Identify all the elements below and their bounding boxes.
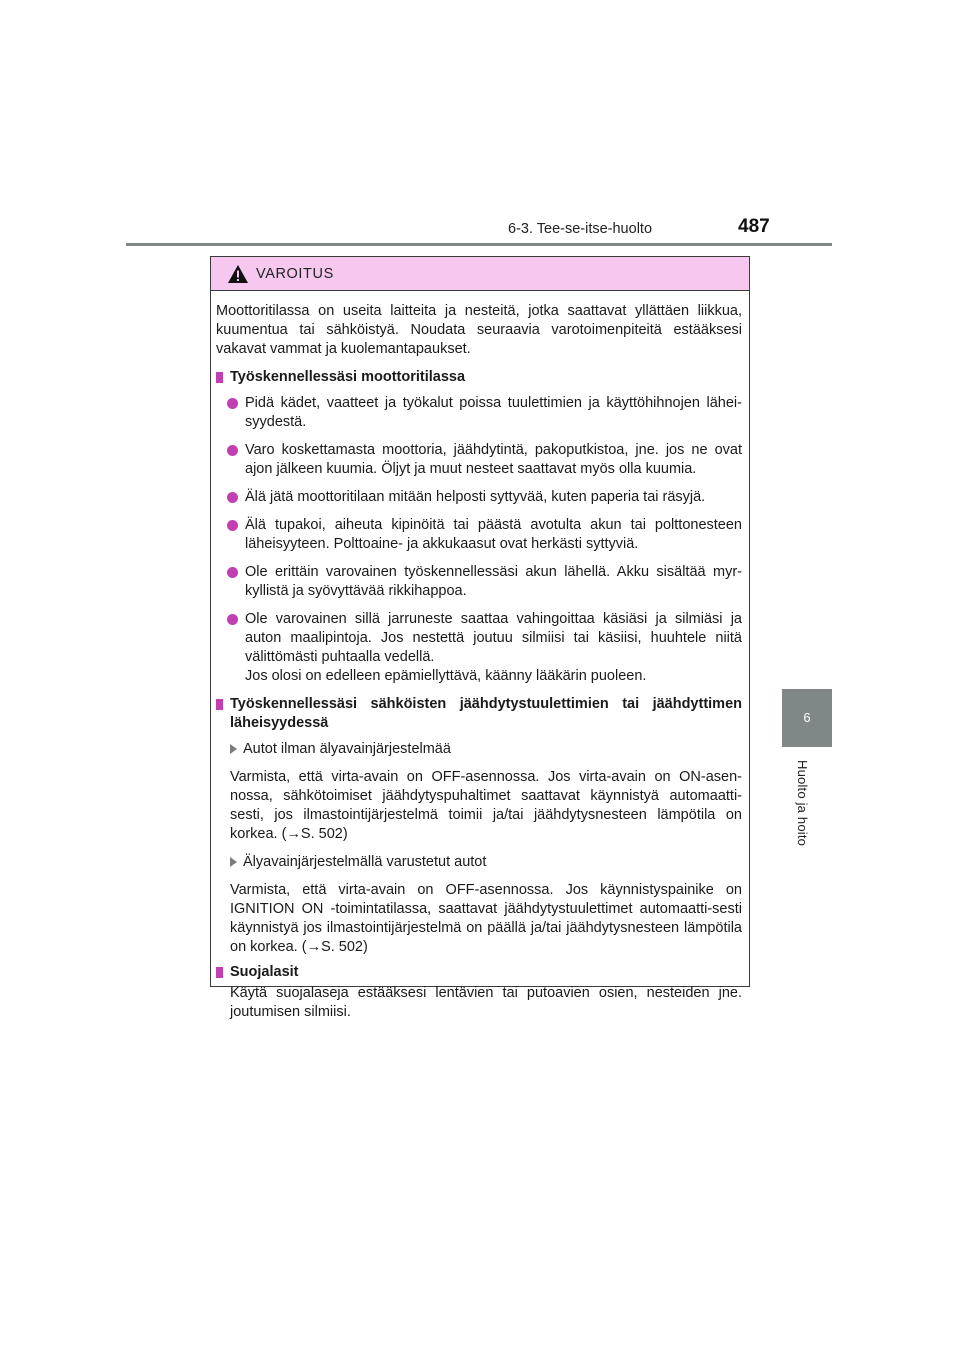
header-rule bbox=[126, 243, 832, 246]
bullet-item bbox=[216, 610, 742, 686]
bullet-text: Pidä kädet, vaatteet ja työkalut poissa tuulettimien ja käyttöhihnojen lähei-syydestä. bbox=[245, 395, 742, 430]
section-heading-text: Työskennellessäsi moottoritilassa bbox=[230, 369, 466, 385]
section-heading-cooling-fans bbox=[216, 695, 742, 733]
bullet-dot-icon bbox=[227, 567, 238, 578]
warning-triangle-icon bbox=[227, 264, 249, 284]
bullet-item bbox=[216, 563, 742, 601]
section-marker-icon bbox=[216, 699, 223, 710]
bullet-text: Älä jätä moottoritilaan mitään helposti syttyvää, kuten paperia tai räsyjä. bbox=[245, 489, 706, 505]
warning-intro: Moottoritilassa on useita laitteita ja nesteitä, jotka saattavat yllättäen liikkua, kuumentua tai sähköistyä. Noudata seuraavia varotoimenpiteitä estääksesi vakavat vammat ja kuolemantapaukset. bbox=[216, 303, 742, 357]
bullet-item bbox=[216, 516, 742, 554]
bullet-item bbox=[216, 394, 742, 432]
bullet-text-followup: Jos olosi on edelleen epämiellyttävä, käänny lääkärin puoleen. bbox=[245, 668, 647, 684]
chapter-tab: 6 bbox=[782, 689, 832, 747]
section-heading-safety-glasses bbox=[216, 963, 742, 982]
bullet-dot-icon bbox=[227, 614, 238, 625]
bullet-item bbox=[216, 488, 742, 507]
bullet-text: Varo koskettamasta moottoria, jäähdytintä, pakoputkistoa, jne. jos ne ovat ajon jälkeen kuumia. Öljyt ja muut nesteet saattavat myös olla kuumia. bbox=[245, 442, 742, 477]
bullet-text-main: Ole varovainen sillä jarruneste saattaa vahingoittaa käsiäsi ja silmiäsi ja auton maalipintoja. Jos nestettä joutuu silmiisi tai käsiisi, huuhtele niitä välittömästi puhtaalla vedellä. bbox=[245, 611, 742, 665]
section-marker-icon bbox=[216, 967, 223, 978]
subheading-smart-key bbox=[230, 853, 742, 872]
section-heading-text: Suojalasit bbox=[230, 964, 299, 980]
subheading-no-smart-key bbox=[230, 740, 742, 759]
paragraph-no-smart-key: Varmista, että virta-avain on OFF-asennossa. Jos virta-avain on ON-asen-nossa, sähkötoimiset jäähdytyspuhaltimet saattavat käynnistyä automaatti-sesti, jos ilmastointijärjestelmä toimii ja/tai jäähdytysnesteen lämpötila on korkea. (→S. 502) bbox=[230, 769, 742, 842]
bullet-text: Ole erittäin varovainen työskennellessäsi akun lähellä. Akku sisältää myr-kyllistä ja syövyttävää rikkihappoa. bbox=[245, 564, 742, 599]
bullet-text: Älä tupakoi, aiheuta kipinöitä tai päästä avotulta akun tai polttonesteen läheisyyteen. Polttoaine- ja akkukaasut ovat herkästi syttyviä. bbox=[245, 517, 742, 552]
section-heading-engine-compartment bbox=[216, 368, 742, 387]
paragraph-smart-key: Varmista, että virta-avain on OFF-asennossa. Jos käynnistyspainike on IGNITION ON -toimintatilassa, saattavat jäähdytystuulettimet automaatti-sesti käynnistyä jos ilmastointijärjestelmä on päällä ja/tai jäähdytysnesteen lämpötila on korkea. (→S. 502) bbox=[230, 882, 742, 955]
paragraph-safety-glasses: Käytä suojalaseja estääksesi lentävien tai putoavien osien, nesteiden jne. joutumisen silmiisi. bbox=[230, 985, 742, 1020]
bullet-dot-icon bbox=[227, 445, 238, 456]
subheading-text: Älyavainjärjestelmällä varustetut autot bbox=[243, 854, 487, 870]
bullet-item bbox=[216, 441, 742, 479]
bullet-dot-icon bbox=[227, 492, 238, 503]
section-heading-text: Työskennellessäsi sähköisten jäähdytystuulettimien tai jäähdyttimen läheisyydessä bbox=[230, 696, 742, 731]
warning-title: VAROITUS bbox=[256, 265, 334, 282]
page-number: 487 bbox=[738, 216, 770, 237]
section-marker-icon bbox=[216, 372, 223, 383]
triangle-arrow-icon bbox=[230, 744, 237, 754]
bullet-dot-icon bbox=[227, 398, 238, 409]
header-section-title: 6-3. Tee-se-itse-huolto bbox=[508, 221, 653, 237]
warning-header bbox=[211, 257, 749, 291]
warning-body bbox=[211, 291, 749, 1022]
bullet-text bbox=[245, 610, 742, 686]
warning-box bbox=[210, 256, 750, 1020]
subheading-text: Autot ilman älyavainjärjestelmää bbox=[243, 741, 451, 757]
triangle-arrow-icon bbox=[230, 857, 237, 867]
chapter-label: Huolto ja hoito bbox=[795, 760, 810, 847]
bullet-dot-icon bbox=[227, 520, 238, 531]
